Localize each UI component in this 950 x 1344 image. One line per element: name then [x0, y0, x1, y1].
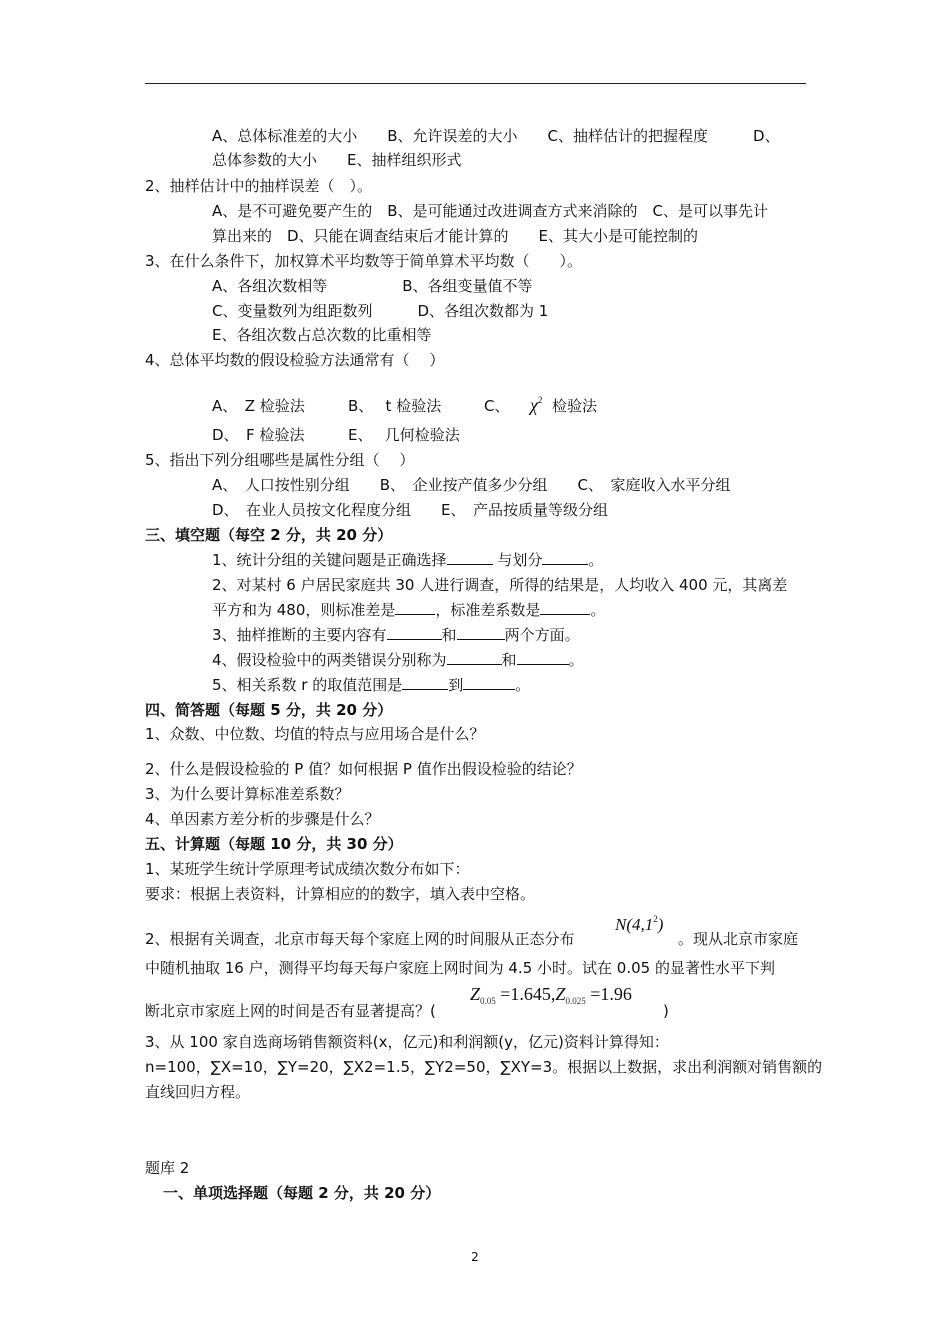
calc-2-line3a: 断北京市家庭上网的时间是否有显著提高？( — [145, 1002, 436, 1020]
section5-title: 五、计算题（每题 10 分，共 30 分） — [145, 835, 403, 853]
fill-2-blank-b — [540, 600, 590, 615]
critical-values-formula: $Z_{0.05} =1.645,Z_{0.025} =1.96$ — [470, 984, 632, 1006]
normal-distribution-formula: $N(4,1^2)$ — [615, 914, 664, 934]
fill-2-blank-a — [395, 600, 435, 615]
q4-stem: 4、总体平均数的假设检验方法通常有（ ） — [145, 351, 445, 369]
fill-5-blank-a — [402, 675, 448, 690]
fill-5-blank-b — [463, 675, 515, 690]
calc-2-line3b: ) — [663, 1002, 669, 1020]
short-answer-2: 2、什么是假设检验的 P 值？如何根据 P 值作出假设检验的结论？ — [145, 760, 582, 778]
fill-3-blank-b — [457, 625, 505, 640]
q4-chi-square-symbol: $\chi^2$ — [530, 395, 543, 415]
fill-2-line2: 平方和为 480，则标准差是 ，标准差系数是 。 — [212, 601, 606, 619]
q3-options-line2: C、变量数列为组距数列 D、各组次数都为 1 — [212, 302, 549, 320]
section3-title: 三、填空题（每空 2 分，共 20 分） — [145, 526, 393, 544]
q2-options-line2: 算出来的 D、只能在调查结束后才能计算的 E、其大小是可能控制的 — [212, 227, 699, 245]
q4-option-c-label: C、 — [484, 397, 510, 415]
short-answer-1: 1、众数、中位数、均值的特点与应用场合是什么？ — [145, 725, 485, 743]
short-answer-4: 4、单因素方差分析的步骤是什么？ — [145, 810, 380, 828]
fill-1-blank-b — [542, 550, 588, 565]
fill-4-blank-a — [447, 650, 502, 665]
q4-option-e: E、 几何检验法 — [348, 426, 460, 444]
fill-3: 3、抽样推断的主要内容有 和 两个方面。 — [212, 626, 580, 644]
q3-stem: 3、在什么条件下，加权算术平均数等于简单算术平均数（ ）。 — [145, 252, 583, 270]
q1-options-line1: A、总体标准差的大小 B、允许误差的大小 C、抽样估计的把握程度 D、 — [212, 127, 780, 145]
q5-options-line2: D、 在业人员按文化程度分组 E、 产品按质量等级分组 — [212, 501, 609, 519]
bank2-section1-title: 一、单项选择题（每题 2 分，共 20 分） — [163, 1184, 441, 1202]
q1-options-line2: 总体参数的大小 E、抽样组织形式 — [212, 151, 462, 169]
fill-3-blank-a — [387, 625, 442, 640]
q4-option-d: D、 F 检验法 — [212, 426, 305, 444]
bank2-title: 题库 2 — [145, 1159, 190, 1177]
fill-1: 1、统计分组的关键问题是正确选择 与划分 。 — [212, 551, 604, 569]
calc-1-line1: 1、某班学生统计学原理考试成绩次数分布如下： — [145, 860, 470, 878]
fill-4: 4、假设检验中的两类错误分别称为 和 。 — [212, 651, 584, 669]
calc-3-line3: 直线回归方程。 — [145, 1083, 251, 1101]
calc-1-line2: 要求：根据上表资料，计算相应的的数字，填入表中空格。 — [145, 885, 536, 903]
fill-1-blank-a — [447, 550, 493, 565]
calc-3-line2: n=100，∑X=10，∑Y=20，∑X2=1.5，∑Y2=50，∑XY=3。根据以上数据，求出利润额对销售额的 — [145, 1058, 823, 1076]
calc-2-line1a: 2、根据有关调查，北京市每天每个家庭上网的时间服从正态分布 — [145, 930, 575, 948]
q4-option-a: A、 Z 检验法 — [212, 397, 305, 415]
q5-options-line1: A、 人口按性别分组 B、 企业按产值多少分组 C、 家庭收入水平分组 — [212, 476, 731, 494]
calc-2-line1b: 。现从北京市家庭 — [678, 930, 799, 948]
calc-3-line1: 3、从 100 家自选商场销售额资料(x，亿元)和利润额(y，亿元)资料计算得知： — [145, 1033, 669, 1051]
page-number: 2 — [471, 1250, 479, 1264]
calc-2-line2: 中随机抽取 16 户，测得平均每天每户家庭上网时间为 4.5 小时。试在 0.05 的显著性水平下判 — [145, 959, 775, 977]
q3-options-line3: E、各组次数占总次数的比重相等 — [212, 326, 432, 344]
q2-stem: 2、抽样估计中的抽样误差（ ）。 — [145, 177, 373, 195]
q4-option-c-text: 检验法 — [552, 397, 598, 415]
header-rule — [145, 83, 806, 84]
fill-5: 5、相关系数 r 的取值范围是 到 。 — [212, 676, 531, 694]
short-answer-3: 3、为什么要计算标准差系数？ — [145, 785, 350, 803]
section4-title: 四、简答题（每题 5 分，共 20 分） — [145, 701, 393, 719]
fill-2-line1: 2、对某村 6 户居民家庭共 30 人进行调查，所得的结果是，人均收入 400 元，其离差 — [212, 576, 788, 594]
q3-options-line1: A、各组次数相等 B、各组变量值不等 — [212, 277, 533, 295]
q2-options-line1: A、是不可避免要产生的 B、是可能通过改进调查方式来消除的 C、是可以事先计 — [212, 202, 769, 220]
q4-option-b: B、 t 检验法 — [348, 397, 442, 415]
fill-4-blank-b — [517, 650, 569, 665]
q5-stem: 5、指出下列分组哪些是属性分组（ ） — [145, 451, 415, 469]
